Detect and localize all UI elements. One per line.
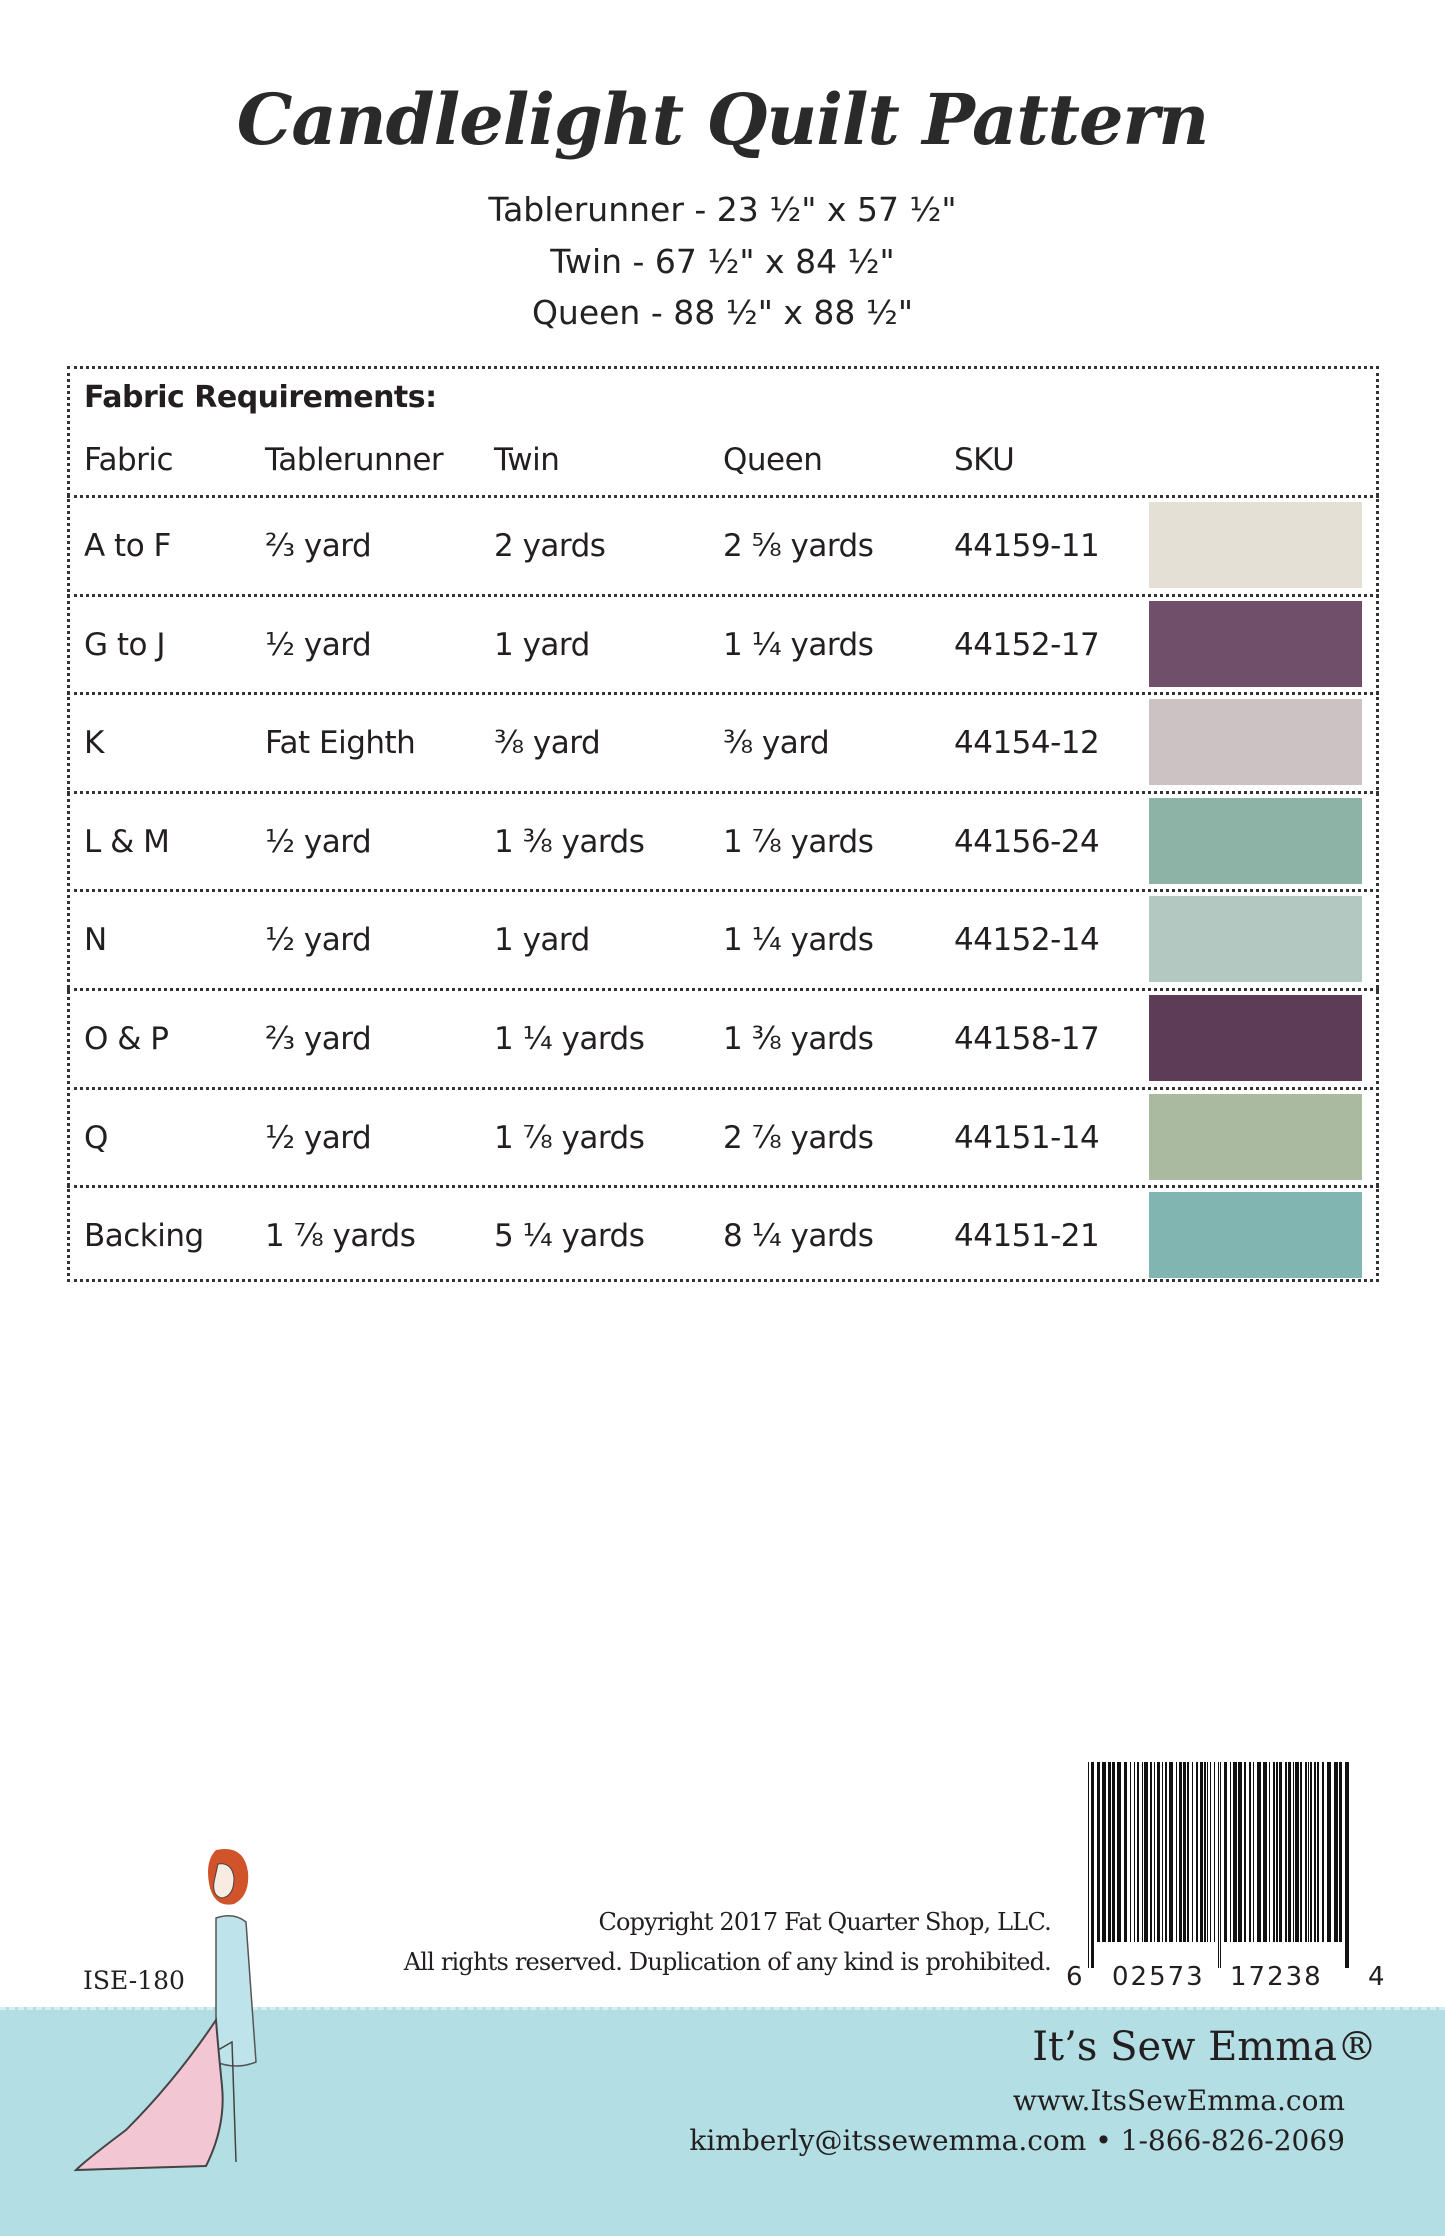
- cell-fabric: K: [84, 725, 104, 762]
- barcode-bar: [1142, 1762, 1143, 1942]
- barcode-digits-right: 17238: [1230, 1962, 1323, 1992]
- row-divider: [67, 692, 1379, 695]
- header-queen: Queen: [723, 442, 823, 478]
- cell-tablerunner: ⅔ yard: [265, 1021, 372, 1057]
- barcode-bar: [1150, 1762, 1152, 1942]
- header-tablerunner: Tablerunner: [265, 442, 444, 478]
- barcode-bar: [1117, 1762, 1121, 1942]
- barcode-bar: [1285, 1762, 1287, 1942]
- barcode-bar: [1288, 1762, 1291, 1942]
- header-twin: Twin: [494, 442, 560, 478]
- barcode-bar: [1293, 1762, 1294, 1942]
- fabric-swatch: [1149, 502, 1362, 588]
- barcode-bar: [1204, 1762, 1206, 1942]
- barcode-bar: [1214, 1762, 1215, 1942]
- barcode-bar: [1179, 1762, 1182, 1942]
- barcode-bar: [1224, 1762, 1227, 1942]
- cell-tablerunner: ½ yard: [265, 823, 372, 860]
- row-divider: [67, 495, 1379, 498]
- barcode-bar: [1334, 1762, 1338, 1942]
- cell-twin: ⅜ yard: [494, 725, 601, 762]
- cell-fabric: G to J: [84, 626, 165, 663]
- row-divider: [67, 1087, 1379, 1090]
- barcode-bar: [1154, 1762, 1155, 1942]
- cell-queen: 2 ⅞ yards: [723, 1119, 874, 1156]
- cell-tablerunner: ⅔ yard: [265, 528, 372, 564]
- barcode-digit-lead: 6: [1066, 1962, 1083, 1992]
- barcode-bar: [1322, 1762, 1324, 1942]
- barcode-bar: [1169, 1762, 1173, 1942]
- cell-tablerunner: 1 ⅞ yards: [265, 1218, 416, 1255]
- cell-queen: 8 ¼ yards: [723, 1218, 874, 1255]
- barcode-bar: [1279, 1762, 1282, 1942]
- size-queen: Queen - 88 ½" x 88 ½": [531, 293, 914, 332]
- barcode-bar: [1273, 1762, 1275, 1942]
- barcode-bar: [1257, 1762, 1261, 1942]
- barcode-bar: [1310, 1762, 1312, 1942]
- cell-twin: 1 ⅜ yards: [494, 823, 645, 860]
- barcode-bar: [1230, 1762, 1231, 1942]
- barcode-bar: [1183, 1762, 1186, 1942]
- cell-sku: 44152-17: [954, 626, 1100, 663]
- cell-queen: 1 ⅜ yards: [723, 1021, 874, 1057]
- cell-tablerunner: Fat Eighth: [265, 725, 416, 762]
- barcode-digits-left: 02573: [1112, 1962, 1205, 1992]
- table-label: Fabric Requirements:: [84, 380, 437, 415]
- header-sku: SKU: [954, 442, 1015, 478]
- barcode: [1088, 1762, 1352, 1968]
- row-divider: [67, 988, 1379, 991]
- cell-fabric: A to F: [84, 528, 171, 564]
- cell-sku: 44152-14: [954, 922, 1100, 959]
- cell-twin: 1 yard: [494, 922, 590, 959]
- barcode-bar: [1220, 1762, 1221, 1968]
- barcode-bar: [1091, 1762, 1094, 1968]
- cell-queen: 1 ¼ yards: [723, 922, 874, 959]
- barcode-bar: [1295, 1762, 1299, 1942]
- barcode-bar: [1097, 1762, 1100, 1942]
- fabric-swatch: [1149, 1094, 1362, 1180]
- barcode-bar: [1162, 1762, 1163, 1942]
- cell-sku: 44154-12: [954, 725, 1100, 762]
- cell-fabric: Backing: [84, 1218, 204, 1255]
- fabric-swatch: [1149, 896, 1362, 982]
- cell-fabric: Q: [84, 1119, 108, 1156]
- fabric-swatch: [1149, 601, 1362, 687]
- cell-twin: 1 ⅞ yards: [494, 1119, 645, 1156]
- barcode-bar: [1263, 1762, 1267, 1942]
- barcode-bar: [1253, 1762, 1254, 1942]
- barcode-bar: [1244, 1762, 1246, 1942]
- cell-queen: ⅜ yard: [723, 725, 830, 762]
- cell-sku: 44151-14: [954, 1119, 1100, 1156]
- cell-fabric: O & P: [84, 1021, 169, 1057]
- girl-illustration: [66, 1840, 306, 2175]
- barcode-bar: [1345, 1762, 1349, 1968]
- cell-sku: 44158-17: [954, 1021, 1100, 1057]
- barcode-bar: [1300, 1762, 1302, 1942]
- fabric-swatch: [1149, 798, 1362, 884]
- cell-fabric: N: [84, 922, 107, 959]
- barcode-bar: [1327, 1762, 1331, 1942]
- barcode-bar: [1238, 1762, 1242, 1942]
- row-divider: [67, 889, 1379, 892]
- cell-tablerunner: ½ yard: [265, 1119, 372, 1156]
- size-twin: Twin - 67 ½" x 84 ½": [550, 242, 895, 281]
- barcode-bar: [1196, 1762, 1198, 1942]
- cell-tablerunner: ½ yard: [265, 626, 372, 663]
- barcode-bar: [1233, 1762, 1237, 1942]
- barcode-bar: [1134, 1762, 1135, 1942]
- barcode-bar: [1165, 1762, 1167, 1942]
- cell-queen: 1 ¼ yards: [723, 626, 874, 663]
- barcode-bar: [1124, 1762, 1127, 1942]
- barcode-bar: [1210, 1762, 1211, 1942]
- page-title: Candlelight Quilt Pattern: [236, 78, 1209, 161]
- contact-info[interactable]: kimberly@itssewemma.com • 1-866-826-2069: [689, 2124, 1345, 2157]
- cell-tablerunner: ½ yard: [265, 922, 372, 959]
- cell-fabric: L & M: [84, 823, 170, 860]
- copyright-line-1: Copyright 2017 Fat Quarter Shop, LLC.: [598, 1908, 1051, 1936]
- barcode-bar: [1218, 1762, 1219, 1968]
- barcode-bar: [1112, 1762, 1115, 1942]
- fabric-swatch: [1149, 699, 1362, 785]
- pattern-code: ISE-180: [83, 1966, 185, 1995]
- row-divider: [67, 1185, 1379, 1188]
- row-divider: [67, 791, 1379, 794]
- fabric-swatch: [1149, 995, 1362, 1081]
- barcode-bar: [1200, 1762, 1203, 1942]
- barcode-bar: [1192, 1762, 1193, 1942]
- barcode-bar: [1144, 1762, 1148, 1942]
- header-fabric: Fabric: [84, 442, 174, 478]
- barcode-bar: [1108, 1762, 1111, 1942]
- barcode-bar: [1308, 1762, 1309, 1942]
- cell-queen: 1 ⅞ yards: [723, 823, 874, 860]
- barcode-bar: [1137, 1762, 1139, 1942]
- barcode-bar: [1207, 1762, 1208, 1942]
- cell-twin: 1 yard: [494, 626, 590, 663]
- barcode-bar: [1130, 1762, 1131, 1942]
- barcode-bar: [1305, 1762, 1307, 1942]
- row-divider: [67, 594, 1379, 597]
- cell-twin: 2 yards: [494, 528, 606, 564]
- website-link[interactable]: www.ItsSewEmma.com: [1012, 2084, 1345, 2117]
- cell-sku: 44159-11: [954, 528, 1100, 564]
- barcode-bar: [1276, 1762, 1278, 1942]
- barcode-bar: [1157, 1762, 1160, 1942]
- fabric-swatch: [1149, 1192, 1362, 1278]
- barcode-bar: [1088, 1762, 1089, 1968]
- cell-sku: 44151-21: [954, 1218, 1100, 1255]
- barcode-bar: [1317, 1762, 1319, 1942]
- size-tablerunner: Tablerunner - 23 ½" x 57 ½": [488, 190, 957, 229]
- barcode-bar: [1339, 1762, 1342, 1942]
- cell-queen: 2 ⅝ yards: [723, 528, 874, 564]
- cell-twin: 1 ¼ yards: [494, 1021, 645, 1057]
- barcode-bar: [1269, 1762, 1270, 1942]
- brand-name: It’s Sew Emma®: [1032, 2024, 1377, 2070]
- barcode-bar: [1187, 1762, 1189, 1942]
- barcode-digit-check: 4: [1368, 1962, 1385, 1992]
- barcode-bar: [1176, 1762, 1177, 1942]
- copyright-line-2: All rights reserved. Duplication of any kind is prohibited.: [403, 1948, 1051, 1976]
- barcode-bar: [1249, 1762, 1251, 1942]
- cell-sku: 44156-24: [954, 823, 1100, 860]
- barcode-bar: [1314, 1762, 1316, 1942]
- barcode-bar: [1102, 1762, 1106, 1942]
- cell-twin: 5 ¼ yards: [494, 1218, 645, 1255]
